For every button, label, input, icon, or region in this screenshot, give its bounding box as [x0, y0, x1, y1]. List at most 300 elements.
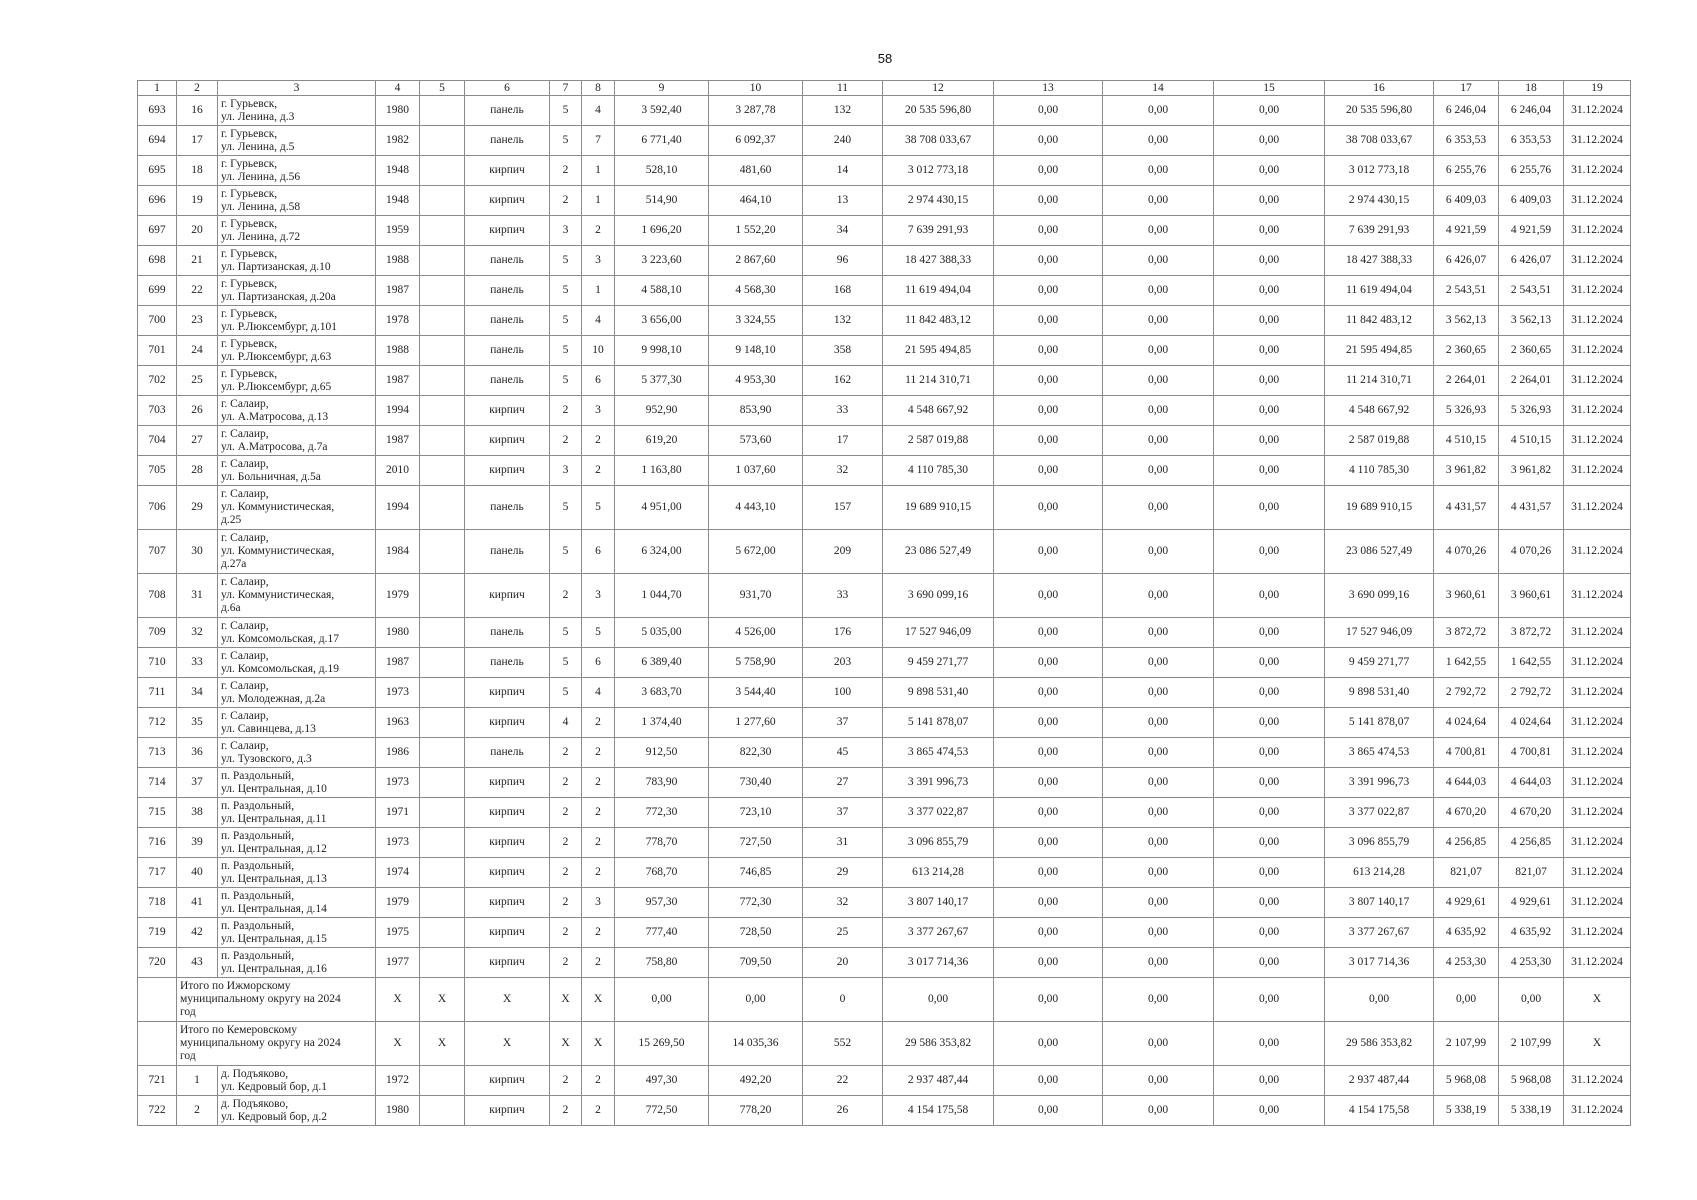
- residents: 132: [803, 306, 883, 336]
- year-renovated: [420, 738, 465, 768]
- address-line: г. Гурьевск,: [221, 307, 278, 320]
- entrances: 2: [582, 918, 615, 948]
- unit-cost: 2 792,72: [1434, 678, 1499, 708]
- wall-material: панель: [465, 366, 550, 396]
- cost-col-15: 0,00: [1214, 858, 1325, 888]
- max-unit-cost: 4 929,61: [1499, 888, 1564, 918]
- living-area: 9 148,10: [709, 336, 803, 366]
- year-renovated: X: [420, 978, 465, 1022]
- local-number: 38: [177, 798, 218, 828]
- total-label-line: Итого по Ижморскому: [180, 980, 291, 992]
- wall-material: панель: [465, 96, 550, 126]
- address: [218, 456, 376, 486]
- cost-col-15: 0,00: [1214, 678, 1325, 708]
- floors: 2: [550, 1096, 582, 1126]
- living-area: 853,90: [709, 396, 803, 426]
- unit-cost: 4 024,64: [1434, 708, 1499, 738]
- unit-cost: 5 968,08: [1434, 1066, 1499, 1096]
- total-area: 6 389,40: [615, 648, 709, 678]
- local-number: 2: [177, 1096, 218, 1126]
- year-built: 1994: [376, 396, 420, 426]
- total-area: 758,80: [615, 948, 709, 978]
- cost-col-14: 0,00: [1103, 648, 1214, 678]
- local-number: 28: [177, 456, 218, 486]
- floors: 5: [550, 648, 582, 678]
- cost-col-13: 0,00: [994, 978, 1103, 1022]
- local-number: 23: [177, 306, 218, 336]
- total-area: 957,30: [615, 888, 709, 918]
- cost-col-13: 0,00: [994, 530, 1103, 574]
- table-row: [138, 216, 1631, 246]
- row-number: 703: [138, 396, 177, 426]
- floors: 5: [550, 530, 582, 574]
- total-label: [177, 978, 376, 1022]
- unit-cost: 5 326,93: [1434, 396, 1499, 426]
- address-line: г. Салаир,: [221, 649, 269, 662]
- address-line: ул. Коммунистическая,: [221, 589, 335, 601]
- max-unit-cost: 6 255,76: [1499, 156, 1564, 186]
- wall-material: кирпич: [465, 918, 550, 948]
- address-line: п. Раздольный,: [221, 859, 295, 872]
- living-area: 4 953,30: [709, 366, 803, 396]
- cost-col-13: 0,00: [994, 1096, 1103, 1126]
- total-area: 777,40: [615, 918, 709, 948]
- year-renovated: [420, 918, 465, 948]
- row-number: 710: [138, 648, 177, 678]
- total-area: 497,30: [615, 1066, 709, 1096]
- entrances: 2: [582, 948, 615, 978]
- year-renovated: [420, 276, 465, 306]
- entrances: 10: [582, 336, 615, 366]
- unit-cost: 4 253,30: [1434, 948, 1499, 978]
- max-unit-cost: 0,00: [1499, 978, 1564, 1022]
- total-area: 4 588,10: [615, 276, 709, 306]
- total-area: 772,50: [615, 1096, 709, 1126]
- cost-col-16: 2 587 019,88: [1325, 426, 1434, 456]
- wall-material: кирпич: [465, 426, 550, 456]
- cost-col-16: 21 595 494,85: [1325, 336, 1434, 366]
- row-number: 719: [138, 918, 177, 948]
- entrances: 1: [582, 156, 615, 186]
- entrances: 3: [582, 574, 615, 618]
- local-number: 37: [177, 768, 218, 798]
- year-renovated: [420, 486, 465, 530]
- local-number: 30: [177, 530, 218, 574]
- residents: 26: [803, 1096, 883, 1126]
- cost-col-16: 4 154 175,58: [1325, 1096, 1434, 1126]
- table-row: [138, 186, 1631, 216]
- living-area: 3 544,40: [709, 678, 803, 708]
- residents: 32: [803, 456, 883, 486]
- year-renovated: [420, 216, 465, 246]
- address-line: ул. Тузовского, д.3: [221, 752, 312, 765]
- max-unit-cost: 2 360,65: [1499, 336, 1564, 366]
- deadline: 31.12.2024: [1564, 918, 1631, 948]
- total-cost: 3 690 099,16: [883, 574, 994, 618]
- year-built: X: [376, 978, 420, 1022]
- total-area: 783,90: [615, 768, 709, 798]
- total-area: 1 696,20: [615, 216, 709, 246]
- local-number: 22: [177, 276, 218, 306]
- row-number: 699: [138, 276, 177, 306]
- deadline: 31.12.2024: [1564, 708, 1631, 738]
- year-built: 1979: [376, 574, 420, 618]
- year-built: 1973: [376, 828, 420, 858]
- cost-col-15: 0,00: [1214, 156, 1325, 186]
- wall-material: X: [465, 1022, 550, 1066]
- residents: 33: [803, 396, 883, 426]
- unit-cost: 4 070,26: [1434, 530, 1499, 574]
- table-row: [138, 426, 1631, 456]
- total-cost: 3 096 855,79: [883, 828, 994, 858]
- total-area: 3 656,00: [615, 306, 709, 336]
- entrances: 5: [582, 486, 615, 530]
- cost-col-16: 3 017 714,36: [1325, 948, 1434, 978]
- year-renovated: [420, 858, 465, 888]
- cost-col-15: 0,00: [1214, 126, 1325, 156]
- total-cost: 2 974 430,15: [883, 186, 994, 216]
- address: [218, 1066, 376, 1096]
- total-cost: 3 377 267,67: [883, 918, 994, 948]
- floors: 2: [550, 798, 582, 828]
- floors: 5: [550, 618, 582, 648]
- residents: 20: [803, 948, 883, 978]
- address-line: г. Салаир,: [221, 457, 269, 470]
- floors: 2: [550, 858, 582, 888]
- cost-col-15: 0,00: [1214, 530, 1325, 574]
- year-built: 1994: [376, 486, 420, 530]
- entrances: 2: [582, 456, 615, 486]
- address: [218, 426, 376, 456]
- address: [218, 186, 376, 216]
- wall-material: X: [465, 978, 550, 1022]
- header-cell: 19: [1564, 81, 1631, 96]
- wall-material: панель: [465, 530, 550, 574]
- unit-cost: 6 246,04: [1434, 96, 1499, 126]
- header-cell: 12: [883, 81, 994, 96]
- row-number: 722: [138, 1096, 177, 1126]
- max-unit-cost: 4 670,20: [1499, 798, 1564, 828]
- cost-col-14: 0,00: [1103, 246, 1214, 276]
- total-cost: 9 898 531,40: [883, 678, 994, 708]
- total-cost: 38 708 033,67: [883, 126, 994, 156]
- total-label-line: год: [180, 1050, 196, 1062]
- entrances: 2: [582, 216, 615, 246]
- living-area: 4 568,30: [709, 276, 803, 306]
- local-number: 33: [177, 648, 218, 678]
- address-line: г. Салаир,: [221, 739, 269, 752]
- total-cost: 20 535 596,80: [883, 96, 994, 126]
- max-unit-cost: 6 409,03: [1499, 186, 1564, 216]
- row-number: 717: [138, 858, 177, 888]
- cost-col-16: 0,00: [1325, 978, 1434, 1022]
- cost-col-13: 0,00: [994, 96, 1103, 126]
- row-number: 701: [138, 336, 177, 366]
- total-cost: 2 587 019,88: [883, 426, 994, 456]
- table-row: [138, 708, 1631, 738]
- cost-col-15: 0,00: [1214, 618, 1325, 648]
- max-unit-cost: 4 921,59: [1499, 216, 1564, 246]
- header-cell: 11: [803, 81, 883, 96]
- table-row: [138, 126, 1631, 156]
- entrances: 4: [582, 678, 615, 708]
- residents: 203: [803, 648, 883, 678]
- deadline: 31.12.2024: [1564, 126, 1631, 156]
- cost-col-16: 3 807 140,17: [1325, 888, 1434, 918]
- address: [218, 530, 376, 574]
- local-number: 31: [177, 574, 218, 618]
- address: [218, 618, 376, 648]
- floors: 2: [550, 888, 582, 918]
- table-row: [138, 306, 1631, 336]
- total-cost: 18 427 388,33: [883, 246, 994, 276]
- living-area: 1 277,60: [709, 708, 803, 738]
- address: [218, 888, 376, 918]
- year-renovated: [420, 366, 465, 396]
- table-row: [138, 574, 1631, 618]
- address-line: г. Гурьевск,: [221, 127, 278, 140]
- cost-col-15: 0,00: [1214, 1022, 1325, 1066]
- total-cost: 9 459 271,77: [883, 648, 994, 678]
- cost-col-14: 0,00: [1103, 156, 1214, 186]
- address-line: ул. Р.Люксембург, д.65: [221, 380, 332, 393]
- header-cell: 7: [550, 81, 582, 96]
- address-line: ул. Кедровый бор, д.1: [221, 1080, 328, 1093]
- cost-col-15: 0,00: [1214, 918, 1325, 948]
- living-area: 14 035,36: [709, 1022, 803, 1066]
- cost-col-14: 0,00: [1103, 456, 1214, 486]
- cost-col-14: 0,00: [1103, 858, 1214, 888]
- floors: 3: [550, 216, 582, 246]
- table-row: [138, 678, 1631, 708]
- cost-col-15: 0,00: [1214, 1066, 1325, 1096]
- residents: 14: [803, 156, 883, 186]
- header-cell: 6: [465, 81, 550, 96]
- address: [218, 246, 376, 276]
- wall-material: кирпич: [465, 574, 550, 618]
- entrances: 3: [582, 246, 615, 276]
- cost-col-16: 9 898 531,40: [1325, 678, 1434, 708]
- floors: 2: [550, 738, 582, 768]
- cost-col-16: 11 842 483,12: [1325, 306, 1434, 336]
- max-unit-cost: 6 353,53: [1499, 126, 1564, 156]
- cost-col-14: 0,00: [1103, 888, 1214, 918]
- table-row: [138, 336, 1631, 366]
- cost-col-16: 2 974 430,15: [1325, 186, 1434, 216]
- table-row: [138, 948, 1631, 978]
- address-line: ул. Партизанская, д.20а: [221, 290, 336, 303]
- address-line: ул. Центральная, д.16: [221, 962, 327, 975]
- address-line: ул. Центральная, д.12: [221, 842, 327, 855]
- local-number: 17: [177, 126, 218, 156]
- floors: 2: [550, 948, 582, 978]
- cost-col-14: 0,00: [1103, 978, 1214, 1022]
- cost-col-15: 0,00: [1214, 486, 1325, 530]
- residents: 32: [803, 888, 883, 918]
- cost-col-15: 0,00: [1214, 246, 1325, 276]
- floors: 5: [550, 276, 582, 306]
- housing-register-table: [137, 80, 1631, 1126]
- deadline: 31.12.2024: [1564, 574, 1631, 618]
- residents: 13: [803, 186, 883, 216]
- wall-material: кирпич: [465, 396, 550, 426]
- max-unit-cost: 4 635,92: [1499, 918, 1564, 948]
- header-cell: 10: [709, 81, 803, 96]
- local-number: 42: [177, 918, 218, 948]
- year-built: 1980: [376, 96, 420, 126]
- cost-col-16: 11 214 310,71: [1325, 366, 1434, 396]
- year-built: 2010: [376, 456, 420, 486]
- row-number: 715: [138, 798, 177, 828]
- year-built: 1973: [376, 678, 420, 708]
- floors: 2: [550, 828, 582, 858]
- cost-col-13: 0,00: [994, 708, 1103, 738]
- entrances: 2: [582, 1096, 615, 1126]
- local-number: 40: [177, 858, 218, 888]
- max-unit-cost: 1 642,55: [1499, 648, 1564, 678]
- cost-col-16: 9 459 271,77: [1325, 648, 1434, 678]
- living-area: 4 443,10: [709, 486, 803, 530]
- total-cost: 5 141 878,07: [883, 708, 994, 738]
- max-unit-cost: 4 253,30: [1499, 948, 1564, 978]
- cost-col-14: 0,00: [1103, 1096, 1214, 1126]
- wall-material: кирпич: [465, 186, 550, 216]
- deadline: 31.12.2024: [1564, 246, 1631, 276]
- cost-col-14: 0,00: [1103, 1066, 1214, 1096]
- deadline: 31.12.2024: [1564, 186, 1631, 216]
- living-area: 778,20: [709, 1096, 803, 1126]
- local-number: 1: [177, 1066, 218, 1096]
- year-renovated: [420, 574, 465, 618]
- address-line: п. Раздольный,: [221, 919, 295, 932]
- floors: 2: [550, 426, 582, 456]
- table-row: [138, 456, 1631, 486]
- row-number: 702: [138, 366, 177, 396]
- address-line: ул. А.Матросова, д.7а: [221, 440, 328, 453]
- cost-col-14: 0,00: [1103, 366, 1214, 396]
- row-number: 711: [138, 678, 177, 708]
- residents: 176: [803, 618, 883, 648]
- year-built: 1984: [376, 530, 420, 574]
- cost-col-16: 7 639 291,93: [1325, 216, 1434, 246]
- row-number: 716: [138, 828, 177, 858]
- address: [218, 798, 376, 828]
- cost-col-14: 0,00: [1103, 426, 1214, 456]
- floors: 5: [550, 126, 582, 156]
- cost-col-14: 0,00: [1103, 948, 1214, 978]
- local-number: 16: [177, 96, 218, 126]
- cost-col-13: 0,00: [994, 768, 1103, 798]
- floors: 4: [550, 708, 582, 738]
- row-number: 713: [138, 738, 177, 768]
- local-number: 27: [177, 426, 218, 456]
- row-number: 698: [138, 246, 177, 276]
- unit-cost: 3 961,82: [1434, 456, 1499, 486]
- residents: 22: [803, 1066, 883, 1096]
- cost-col-13: 0,00: [994, 1022, 1103, 1066]
- address: [218, 708, 376, 738]
- total-cost: 4 110 785,30: [883, 456, 994, 486]
- address-line: г. Салаир,: [221, 397, 269, 410]
- max-unit-cost: 4 431,57: [1499, 486, 1564, 530]
- local-number: 26: [177, 396, 218, 426]
- table-row: [138, 246, 1631, 276]
- max-unit-cost: 3 872,72: [1499, 618, 1564, 648]
- floors: 2: [550, 1066, 582, 1096]
- entrances: 4: [582, 96, 615, 126]
- row-number: 695: [138, 156, 177, 186]
- deadline: 31.12.2024: [1564, 618, 1631, 648]
- row-number: 697: [138, 216, 177, 246]
- max-unit-cost: 5 338,19: [1499, 1096, 1564, 1126]
- residents: 17: [803, 426, 883, 456]
- cost-col-14: 0,00: [1103, 336, 1214, 366]
- table-row: [138, 918, 1631, 948]
- year-built: 1963: [376, 708, 420, 738]
- header-cell: 9: [615, 81, 709, 96]
- residents: 34: [803, 216, 883, 246]
- living-area: 822,30: [709, 738, 803, 768]
- max-unit-cost: 3 562,13: [1499, 306, 1564, 336]
- total-area: 528,10: [615, 156, 709, 186]
- table-row: [138, 156, 1631, 186]
- living-area: 730,40: [709, 768, 803, 798]
- cost-col-13: 0,00: [994, 336, 1103, 366]
- max-unit-cost: 4 510,15: [1499, 426, 1564, 456]
- living-area: 746,85: [709, 858, 803, 888]
- cost-col-14: 0,00: [1103, 828, 1214, 858]
- empty-cell: [138, 978, 177, 1022]
- total-label-line: год: [180, 1006, 196, 1018]
- address-line: ул. Ленина, д.5: [221, 140, 295, 153]
- deadline: X: [1564, 978, 1631, 1022]
- entrances: 6: [582, 648, 615, 678]
- max-unit-cost: 4 024,64: [1499, 708, 1564, 738]
- header-cell: 8: [582, 81, 615, 96]
- header-cell: 1: [138, 81, 177, 96]
- living-area: 5 758,90: [709, 648, 803, 678]
- address-line: п. Раздольный,: [221, 799, 295, 812]
- row-number: 706: [138, 486, 177, 530]
- year-renovated: [420, 768, 465, 798]
- cost-col-15: 0,00: [1214, 366, 1325, 396]
- address-line: ул. Центральная, д.15: [221, 932, 327, 945]
- total-area: 9 998,10: [615, 336, 709, 366]
- total-cost: 21 595 494,85: [883, 336, 994, 366]
- cost-col-16: 3 391 996,73: [1325, 768, 1434, 798]
- max-unit-cost: 2 264,01: [1499, 366, 1564, 396]
- max-unit-cost: 6 426,07: [1499, 246, 1564, 276]
- total-label-line: муниципальному округу на 2024: [180, 993, 341, 1005]
- cost-col-13: 0,00: [994, 678, 1103, 708]
- cost-col-14: 0,00: [1103, 216, 1214, 246]
- cost-col-14: 0,00: [1103, 186, 1214, 216]
- year-renovated: [420, 246, 465, 276]
- unit-cost: 4 644,03: [1434, 768, 1499, 798]
- row-number: 705: [138, 456, 177, 486]
- address-line: г. Гурьевск,: [221, 157, 278, 170]
- living-area: 3 324,55: [709, 306, 803, 336]
- residents: 37: [803, 798, 883, 828]
- living-area: 709,50: [709, 948, 803, 978]
- address-line: п. Раздольный,: [221, 769, 295, 782]
- local-number: 43: [177, 948, 218, 978]
- address: [218, 1096, 376, 1126]
- total-area: 3 223,60: [615, 246, 709, 276]
- cost-col-13: 0,00: [994, 126, 1103, 156]
- floors: 5: [550, 336, 582, 366]
- year-renovated: [420, 828, 465, 858]
